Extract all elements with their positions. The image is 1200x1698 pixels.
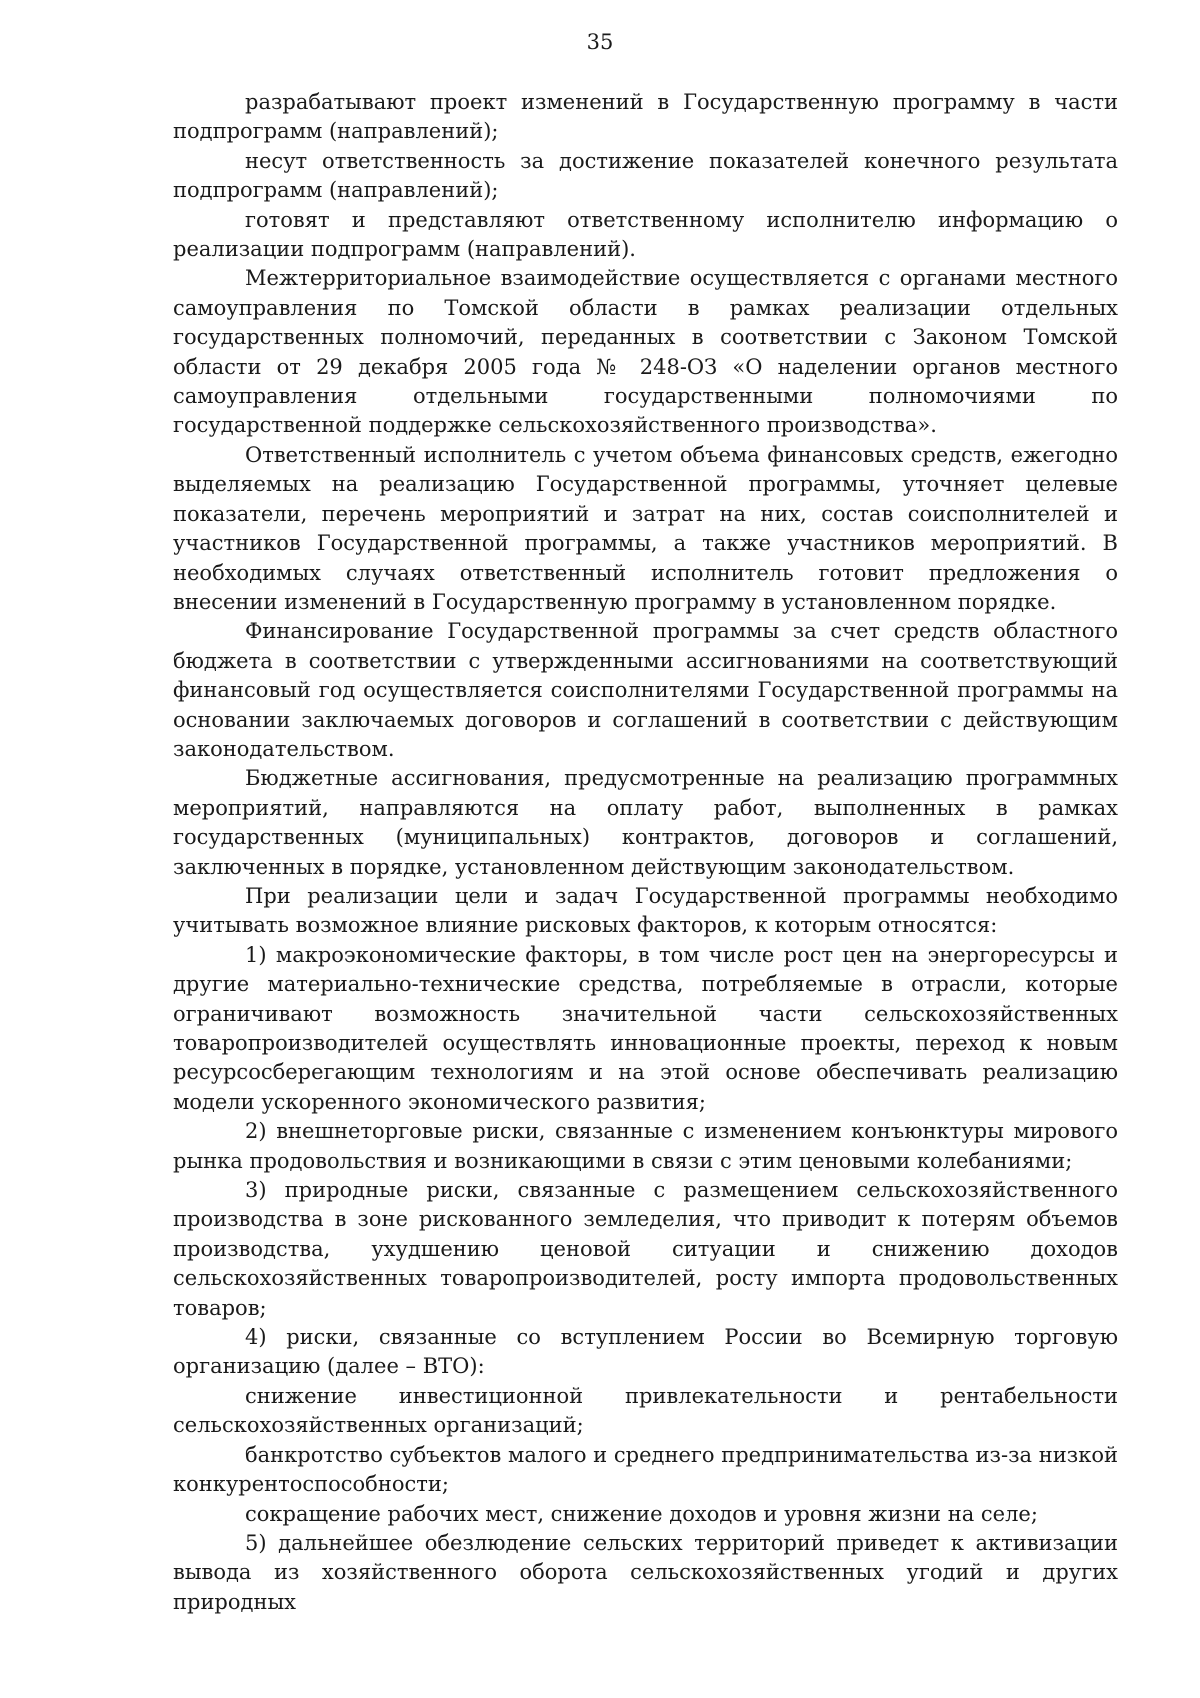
body-text [173,88,1118,1617]
paragraph: несут ответственность за достижение показателей конечного результата подпрограмм (направлений); [173,148,1118,203]
paragraph: сокращение рабочих мест, снижение доходов и уровня жизни на селе; [245,1501,1038,1526]
paragraph: При реализации цели и задач Государственной программы необходимо учитывать возможное влияние рисковых факторов, к которым относятся: [173,883,1118,938]
paragraph: Межтерриториальное взаимодействие осуществляется с органами местного самоуправления по Томской области в рамках реализации отдельных государственных полномочий, переданных в соответствии с Законом Томской области от 29 декабря 2005 года № 248-ОЗ «О наделении органов местного самоуправления отдельными государственными полномочиями по государственной поддержке сельскохозяйственного производства». [173,266,1118,438]
paragraph: Финансирование Государственной программы за счет средств областного бюджета в соответствии с утвержденными ассигнованиями на соответствующий финансовый год осуществляется соисполнителями Государственной программы на основании заключаемых договоров и соглашений в соответствии с действующим законодательством. [173,619,1118,761]
risk-item: 2) внешнеторговые риски, связанные с изменением конъюнктуры мирового рынка продовольствия и возникающими в связи с этим ценовыми колебаниями; [173,1119,1118,1173]
risk-item: 5) дальнейшее обезлюдение сельских территорий приведет к активизации вывода из хозяйственного оборота сельскохозяйственных угодий и других природных [173,1530,1118,1614]
paragraph: снижение инвестиционной привлекательности и рентабельности сельскохозяйственных организаций; [173,1383,1118,1438]
risk-item: 4) риски, связанные со вступлением России во Всемирную торговую организацию (далее – ВТО): [173,1325,1118,1379]
risk-item: 1) макроэкономические факторы, в том числе рост цен на энергоресурсы и другие материально-технические средства, потребляемые в отрасли, которые ограничивают возможность значительной части сельскохозяйственных товаропроизводителей осуществлять инновационные проекты, переход к новым ресурсосберегающим технологиям и на этой основе обеспечивать реализацию модели ускоренного экономического развития; [173,942,1118,1114]
paragraph: разрабатывают проект изменений в Государственную программу в части подпрограмм (направлений); [173,90,1118,144]
paragraph: Бюджетные ассигнования, предусмотренные на реализацию программных мероприятий, направляются на оплату работ, выполненных в рамках государственных (муниципальных) контрактов, договоров и соглашений, заключенных в порядке, установленном действующим законодательством. [173,766,1118,879]
risk-item: 3) природные риски, связанные с размещением сельскохозяйственного производства в зоне рискованного земледелия, что приводит к потерям объемов производства, ухудшению ценовой ситуации и снижению доходов сельскохозяйственных товаропроизводителей, росту импорта продовольственных товаров; [173,1178,1118,1320]
page-number: 35 [586,30,614,54]
paragraph: готовят и представляют ответственному исполнителю информацию о реализации подпрограмм (направлений). [173,207,1118,262]
paragraph: Ответственный исполнитель с учетом объема финансовых средств, ежегодно выделяемых на реализацию Государственной программы, уточняет целевые показатели, перечень мероприятий и затрат на них, состав соисполнителей и участников Государственной программы, а также участников мероприятий. В необходимых случаях ответственный исполнитель готовит предложения о внесении изменений в Государственную программу в установленном порядке. [173,442,1118,614]
paragraph: банкротство субъектов малого и среднего предпринимательства из-за низкой конкурентоспособности; [173,1442,1118,1497]
